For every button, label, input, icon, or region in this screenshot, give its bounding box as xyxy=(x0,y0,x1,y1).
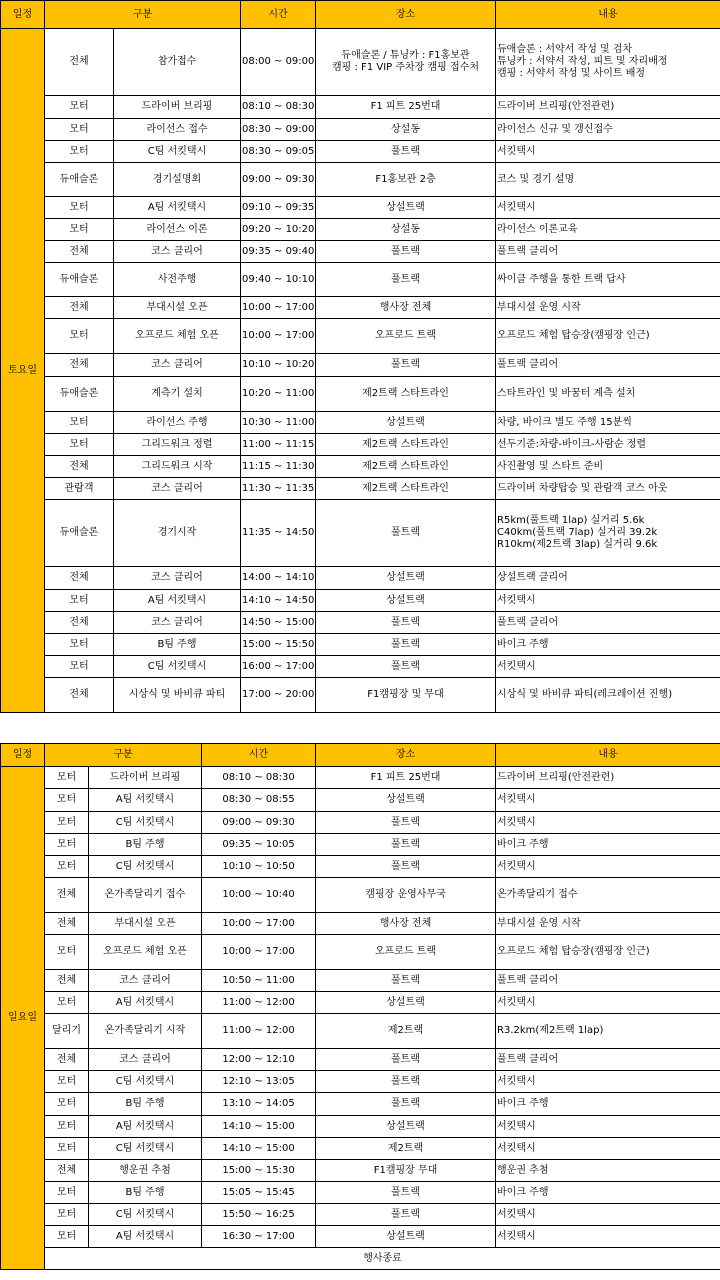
table-row xyxy=(1,656,720,678)
category-type: 달리기 xyxy=(45,1014,89,1049)
content: 싸이클 주행을 통한 트랙 답사 xyxy=(496,263,720,297)
category-type: 전체 xyxy=(45,456,114,478)
place: 풀트랙 xyxy=(316,1049,496,1071)
place: F1캠핑장 무대 xyxy=(316,1160,496,1182)
place: 상설트랙 xyxy=(316,197,496,219)
content: 서킷택시 xyxy=(496,812,720,834)
category-type: 모터 xyxy=(45,1071,89,1093)
content: 바이크 주행 xyxy=(496,834,720,856)
category-type: 모터 xyxy=(45,219,114,241)
table-row xyxy=(1,96,720,119)
time-range: 09:35 ~ 10:05 xyxy=(202,834,316,856)
category-type: 전체 xyxy=(45,970,89,992)
content: R3.2km(제2트랙 1lap) xyxy=(496,1014,720,1049)
event-end-label: 행사종료 xyxy=(45,1248,720,1270)
table-row xyxy=(1,377,720,412)
time-range: 12:00 ~ 12:10 xyxy=(202,1049,316,1071)
category-type: 모터 xyxy=(45,992,89,1014)
place: 풀트랙 xyxy=(316,1204,496,1226)
table-row xyxy=(1,141,720,163)
event-name: C팀 서킷택시 xyxy=(89,856,202,878)
event-name: 부대시설 오픈 xyxy=(89,913,202,935)
place: 오프로드 트랙 xyxy=(316,935,496,970)
event-name: 온가족달리기 시작 xyxy=(89,1014,202,1049)
content: 드라이버 차량탑승 및 관람객 코스 아웃 xyxy=(496,478,720,500)
content: 행운권 추첨 xyxy=(496,1160,720,1182)
event-name: 드라이버 브리핑 xyxy=(89,767,202,789)
place: 풀트랙 xyxy=(316,1093,496,1116)
category-type: 모터 xyxy=(45,935,89,970)
header-day: 일정 xyxy=(1,744,45,767)
header-place: 장소 xyxy=(316,744,496,767)
category-type: 듀애슬론 xyxy=(45,163,114,197)
event-name: 행운권 추첨 xyxy=(89,1160,202,1182)
content: 서킷택시 xyxy=(496,1138,720,1160)
time-range: 11:00 ~ 12:00 xyxy=(202,992,316,1014)
time-range: 15:50 ~ 16:25 xyxy=(202,1204,316,1226)
content: 서킷택시 xyxy=(496,856,720,878)
table-row xyxy=(1,935,720,970)
header-time: 시간 xyxy=(202,744,316,767)
content: 서킷택시 xyxy=(496,590,720,612)
place: 듀애슬론 / 튜닝카 : F1홍보관 캠핑 : F1 VIP 주차장 캠핑 접수처 xyxy=(316,29,496,96)
content: 바이크 주행 xyxy=(496,634,720,656)
event-name: C팀 서킷택시 xyxy=(89,812,202,834)
table-row xyxy=(1,163,720,197)
content: 드라이버 브리핑(안전관련) xyxy=(496,96,720,119)
event-name: 라이선스 주행 xyxy=(114,412,241,434)
header-day: 일정 xyxy=(1,1,45,29)
content: R5km(풀트랙 1lap) 실거리 5.6k C40km(풀트랙 7lap) 실거리 39.2k R10km(제2트랙 3lap) 실거리 9.6k xyxy=(496,500,720,567)
place: 풀트랙 xyxy=(316,612,496,634)
time-range: 10:00 ~ 17:00 xyxy=(202,913,316,935)
content: 라이선스 신규 및 갱신접수 xyxy=(496,119,720,141)
content: 선두기준:차량-바이크-사람순 정렬 xyxy=(496,434,720,456)
event-name: 라이선스 이론 xyxy=(114,219,241,241)
content: 서킷택시 xyxy=(496,1071,720,1093)
content: 서킷택시 xyxy=(496,1204,720,1226)
place: 상설동 xyxy=(316,219,496,241)
category-type: 모터 xyxy=(45,1138,89,1160)
table-row xyxy=(1,354,720,377)
event-name: B팀 주행 xyxy=(89,834,202,856)
category-type: 모터 xyxy=(45,197,114,219)
time-range: 09:35 ~ 09:40 xyxy=(241,241,316,263)
category-type: 전체 xyxy=(45,297,114,319)
place: 풀트랙 xyxy=(316,834,496,856)
content: 바이크 주행 xyxy=(496,1093,720,1116)
place: 제2트랙 xyxy=(316,1014,496,1049)
content: 오프로드 체험 탑승장(캠핑장 인근) xyxy=(496,935,720,970)
table-row xyxy=(1,612,720,634)
time-range: 09:10 ~ 09:35 xyxy=(241,197,316,219)
category-type: 전체 xyxy=(45,678,114,713)
category-type: 모터 xyxy=(45,319,114,354)
event-name: A팀 서킷택시 xyxy=(114,590,241,612)
place: 풀트랙 xyxy=(316,263,496,297)
table-row xyxy=(1,992,720,1014)
content: 부대시설 운영 시작 xyxy=(496,913,720,935)
category-type: 전체 xyxy=(45,567,114,590)
table-row xyxy=(1,1226,720,1248)
table-row xyxy=(1,500,720,567)
time-range: 12:10 ~ 13:05 xyxy=(202,1071,316,1093)
content: 시상식 및 바비큐 파티(레크레이션 진행) xyxy=(496,678,720,713)
time-range: 14:00 ~ 14:10 xyxy=(241,567,316,590)
content: 바이크 주행 xyxy=(496,1182,720,1204)
place: 풀트랙 xyxy=(316,812,496,834)
place: F1캠핑장 및 무대 xyxy=(316,678,496,713)
table-row xyxy=(1,434,720,456)
table-row xyxy=(1,567,720,590)
content: 서킷택시 xyxy=(496,789,720,812)
header-time: 시간 xyxy=(241,1,316,29)
content: 스타트라인 및 바꿈터 계측 설치 xyxy=(496,377,720,412)
place: 캠핑장 운영사무국 xyxy=(316,878,496,913)
place: 풀트랙 xyxy=(316,354,496,377)
event-name: 코스 클리어 xyxy=(114,612,241,634)
event-name: 시상식 및 바비큐 파티 xyxy=(114,678,241,713)
time-range: 16:30 ~ 17:00 xyxy=(202,1226,316,1248)
event-name: 그리드워크 시작 xyxy=(114,456,241,478)
table-row xyxy=(1,119,720,141)
category-type: 모터 xyxy=(45,767,89,789)
category-type: 전체 xyxy=(45,1160,89,1182)
content: 코스 및 경기 설명 xyxy=(496,163,720,197)
time-range: 09:20 ~ 10:20 xyxy=(241,219,316,241)
day-label: 토요일 xyxy=(1,29,45,713)
event-name: 사전주행 xyxy=(114,263,241,297)
content: 서킷택시 xyxy=(496,197,720,219)
place: 상설트랙 xyxy=(316,412,496,434)
content: 상설트랙 클리어 xyxy=(496,567,720,590)
category-type: 관람객 xyxy=(45,478,114,500)
table-row xyxy=(1,1116,720,1138)
category-type: 모터 xyxy=(45,656,114,678)
place: 풀트랙 xyxy=(316,1182,496,1204)
place: F1 피트 25번대 xyxy=(316,96,496,119)
time-range: 08:30 ~ 08:55 xyxy=(202,789,316,812)
category-type: 모터 xyxy=(45,789,89,812)
event-name: 오프로드 체험 오픈 xyxy=(114,319,241,354)
time-range: 15:00 ~ 15:50 xyxy=(241,634,316,656)
table-row xyxy=(1,812,720,834)
category-type: 모터 xyxy=(45,119,114,141)
place: 행사장 전체 xyxy=(316,297,496,319)
content: 드라이버 브리핑(안전관련) xyxy=(496,767,720,789)
place: 상설트랙 xyxy=(316,1226,496,1248)
table-row xyxy=(1,913,720,935)
content: 차량, 바이크 별도 주행 15분씩 xyxy=(496,412,720,434)
table-row xyxy=(1,1182,720,1204)
header-content: 내용 xyxy=(496,1,720,29)
time-range: 08:30 ~ 09:05 xyxy=(241,141,316,163)
category-type: 모터 xyxy=(45,1116,89,1138)
event-name: 부대시설 오픈 xyxy=(114,297,241,319)
category-type: 듀애슬론 xyxy=(45,263,114,297)
time-range: 11:15 ~ 11:30 xyxy=(241,456,316,478)
place: 풀트랙 xyxy=(316,1071,496,1093)
content: 온가족달리기 접수 xyxy=(496,878,720,913)
saturday-header-row xyxy=(1,1,720,29)
header-category: 구분 xyxy=(45,744,202,767)
place: 풀트랙 xyxy=(316,656,496,678)
place: 상설트랙 xyxy=(316,567,496,590)
category-type: 모터 xyxy=(45,856,89,878)
table-row xyxy=(1,1049,720,1071)
content: 풀트랙 클리어 xyxy=(496,612,720,634)
event-name: A팀 서킷택시 xyxy=(114,197,241,219)
place: 풀트랙 xyxy=(316,141,496,163)
table-row xyxy=(1,412,720,434)
place: 풀트랙 xyxy=(316,856,496,878)
table-row xyxy=(1,1014,720,1049)
place: 제2트랙 스타트라인 xyxy=(316,456,496,478)
content: 서킷택시 xyxy=(496,992,720,1014)
sunday-schedule-table xyxy=(0,743,720,1270)
event-name: A팀 서킷택시 xyxy=(89,789,202,812)
category-type: 전체 xyxy=(45,612,114,634)
category-type: 모터 xyxy=(45,1204,89,1226)
place: 풀트랙 xyxy=(316,970,496,992)
category-type: 모터 xyxy=(45,412,114,434)
table-row xyxy=(1,263,720,297)
place: 제2트랙 스타트라인 xyxy=(316,377,496,412)
time-range: 11:30 ~ 11:35 xyxy=(241,478,316,500)
event-name: 코스 클리어 xyxy=(114,241,241,263)
time-range: 16:00 ~ 17:00 xyxy=(241,656,316,678)
time-range: 10:20 ~ 11:00 xyxy=(241,377,316,412)
event-name: A팀 서킷택시 xyxy=(89,1116,202,1138)
table-row xyxy=(1,319,720,354)
place: 행사장 전체 xyxy=(316,913,496,935)
event-name: 코스 클리어 xyxy=(114,567,241,590)
event-name: 드라이버 브리핑 xyxy=(114,96,241,119)
event-name: A팀 서킷택시 xyxy=(89,1226,202,1248)
time-range: 10:00 ~ 17:00 xyxy=(241,319,316,354)
place: 상설트랙 xyxy=(316,1116,496,1138)
event-name: 코스 클리어 xyxy=(89,1049,202,1071)
place: 풀트랙 xyxy=(316,634,496,656)
category-type: 모터 xyxy=(45,1093,89,1116)
content: 풀트랙 클리어 xyxy=(496,1049,720,1071)
event-name: B팀 주행 xyxy=(89,1182,202,1204)
time-range: 11:35 ~ 14:50 xyxy=(241,500,316,567)
time-range: 08:10 ~ 08:30 xyxy=(202,767,316,789)
category-type: 모터 xyxy=(45,96,114,119)
time-range: 17:00 ~ 20:00 xyxy=(241,678,316,713)
table-row xyxy=(1,197,720,219)
place: 풀트랙 xyxy=(316,500,496,567)
event-name: 계측기 설치 xyxy=(114,377,241,412)
content: 사진촬영 및 스타트 준비 xyxy=(496,456,720,478)
event-name: A팀 서킷택시 xyxy=(89,992,202,1014)
table-row xyxy=(1,456,720,478)
event-name: C팀 서킷택시 xyxy=(89,1138,202,1160)
place: 제2트랙 xyxy=(316,1138,496,1160)
table-row xyxy=(1,590,720,612)
time-range: 13:10 ~ 14:05 xyxy=(202,1093,316,1116)
time-range: 15:00 ~ 15:30 xyxy=(202,1160,316,1182)
category-type: 모터 xyxy=(45,1226,89,1248)
time-range: 08:30 ~ 09:00 xyxy=(241,119,316,141)
time-range: 14:10 ~ 15:00 xyxy=(202,1116,316,1138)
table-row xyxy=(1,29,720,96)
table-row xyxy=(1,789,720,812)
category-type: 전체 xyxy=(45,241,114,263)
content: 라이선스 이론교육 xyxy=(496,219,720,241)
table-row xyxy=(1,1071,720,1093)
time-range: 08:10 ~ 08:30 xyxy=(241,96,316,119)
category-type: 모터 xyxy=(45,1182,89,1204)
place: 상설트랙 xyxy=(316,590,496,612)
content: 풀트랙 클리어 xyxy=(496,241,720,263)
time-range: 10:10 ~ 10:20 xyxy=(241,354,316,377)
content: 풀트랙 클리어 xyxy=(496,354,720,377)
category-type: 모터 xyxy=(45,834,89,856)
event-name: 코스 클리어 xyxy=(114,354,241,377)
content: 서킷택시 xyxy=(496,1226,720,1248)
category-type: 모터 xyxy=(45,141,114,163)
event-name: B팀 주행 xyxy=(114,634,241,656)
time-range: 10:10 ~ 10:50 xyxy=(202,856,316,878)
category-type: 듀애슬론 xyxy=(45,377,114,412)
table-row xyxy=(1,834,720,856)
category-type: 듀애슬론 xyxy=(45,500,114,567)
table-row xyxy=(1,856,720,878)
event-name: C팀 서킷택시 xyxy=(114,141,241,163)
category-type: 모터 xyxy=(45,434,114,456)
content: 풀트랙 클리어 xyxy=(496,970,720,992)
place: 상설동 xyxy=(316,119,496,141)
event-name: 코스 클리어 xyxy=(114,478,241,500)
time-range: 10:00 ~ 10:40 xyxy=(202,878,316,913)
table-row xyxy=(1,634,720,656)
table-row xyxy=(1,678,720,713)
time-range: 09:00 ~ 09:30 xyxy=(241,163,316,197)
category-type: 전체 xyxy=(45,878,89,913)
content: 서킷택시 xyxy=(496,141,720,163)
time-range: 15:05 ~ 15:45 xyxy=(202,1182,316,1204)
event-name: B팀 주행 xyxy=(89,1093,202,1116)
time-range: 09:00 ~ 09:30 xyxy=(202,812,316,834)
event-name: C팀 서킷택시 xyxy=(89,1204,202,1226)
table-row xyxy=(1,1204,720,1226)
table-row xyxy=(1,219,720,241)
time-range: 11:00 ~ 11:15 xyxy=(241,434,316,456)
time-range: 14:10 ~ 14:50 xyxy=(241,590,316,612)
day-label: 일요일 xyxy=(1,767,45,1270)
event-name: 오프로드 체험 오픈 xyxy=(89,935,202,970)
event-name: 온가족달리기 접수 xyxy=(89,878,202,913)
table-row xyxy=(1,478,720,500)
time-range: 14:10 ~ 15:00 xyxy=(202,1138,316,1160)
place: 풀트랙 xyxy=(316,241,496,263)
category-type: 전체 xyxy=(45,29,114,96)
content: 부대시설 운영 시작 xyxy=(496,297,720,319)
category-type: 모터 xyxy=(45,812,89,834)
category-type: 전체 xyxy=(45,1049,89,1071)
event-name: 경기시작 xyxy=(114,500,241,567)
time-range: 14:50 ~ 15:00 xyxy=(241,612,316,634)
place: 제2트랙 스타트라인 xyxy=(316,478,496,500)
table-row xyxy=(1,1138,720,1160)
sunday-header-row xyxy=(1,744,720,767)
event-name: 코스 클리어 xyxy=(89,970,202,992)
event-name: 경기설명회 xyxy=(114,163,241,197)
event-name: 라이선스 접수 xyxy=(114,119,241,141)
table-row xyxy=(1,241,720,263)
category-type: 전체 xyxy=(45,354,114,377)
table-row xyxy=(1,1160,720,1182)
content: 오프로드 체험 탑승장(캠핑장 인근) xyxy=(496,319,720,354)
time-range: 10:00 ~ 17:00 xyxy=(202,935,316,970)
category-type: 모터 xyxy=(45,634,114,656)
header-category: 구분 xyxy=(45,1,241,29)
table-row xyxy=(1,878,720,913)
table-row xyxy=(1,767,720,789)
table-row xyxy=(1,1093,720,1116)
category-type: 전체 xyxy=(45,913,89,935)
table-row xyxy=(1,970,720,992)
event-name: C팀 서킷택시 xyxy=(114,656,241,678)
time-range: 10:30 ~ 11:00 xyxy=(241,412,316,434)
place: 오프로드 트랙 xyxy=(316,319,496,354)
place: 상설트랙 xyxy=(316,992,496,1014)
time-range: 10:00 ~ 17:00 xyxy=(241,297,316,319)
category-type: 모터 xyxy=(45,590,114,612)
content: 서킷택시 xyxy=(496,656,720,678)
place: F1 피트 25번대 xyxy=(316,767,496,789)
time-range: 10:50 ~ 11:00 xyxy=(202,970,316,992)
place: 제2트랙 스타트라인 xyxy=(316,434,496,456)
table-row xyxy=(1,297,720,319)
header-place: 장소 xyxy=(316,1,496,29)
content: 서킷택시 xyxy=(496,1116,720,1138)
header-content: 내용 xyxy=(496,744,720,767)
time-range: 11:00 ~ 12:00 xyxy=(202,1014,316,1049)
place: 상설트랙 xyxy=(316,789,496,812)
event-name: C팀 서킷택시 xyxy=(89,1071,202,1093)
place: F1홍보관 2층 xyxy=(316,163,496,197)
content: 듀애슬론 : 서약서 작성 및 검차 튜닝카 : 서약서 작성, 피트 및 자리배정 캠핑 : 서약서 작성 및 사이트 배정 xyxy=(496,29,720,96)
event-name: 참가접수 xyxy=(114,29,241,96)
event-name: 그리드워크 정렬 xyxy=(114,434,241,456)
footer-row xyxy=(1,1248,720,1270)
time-range: 08:00 ~ 09:00 xyxy=(241,29,316,96)
time-range: 09:40 ~ 10:10 xyxy=(241,263,316,297)
